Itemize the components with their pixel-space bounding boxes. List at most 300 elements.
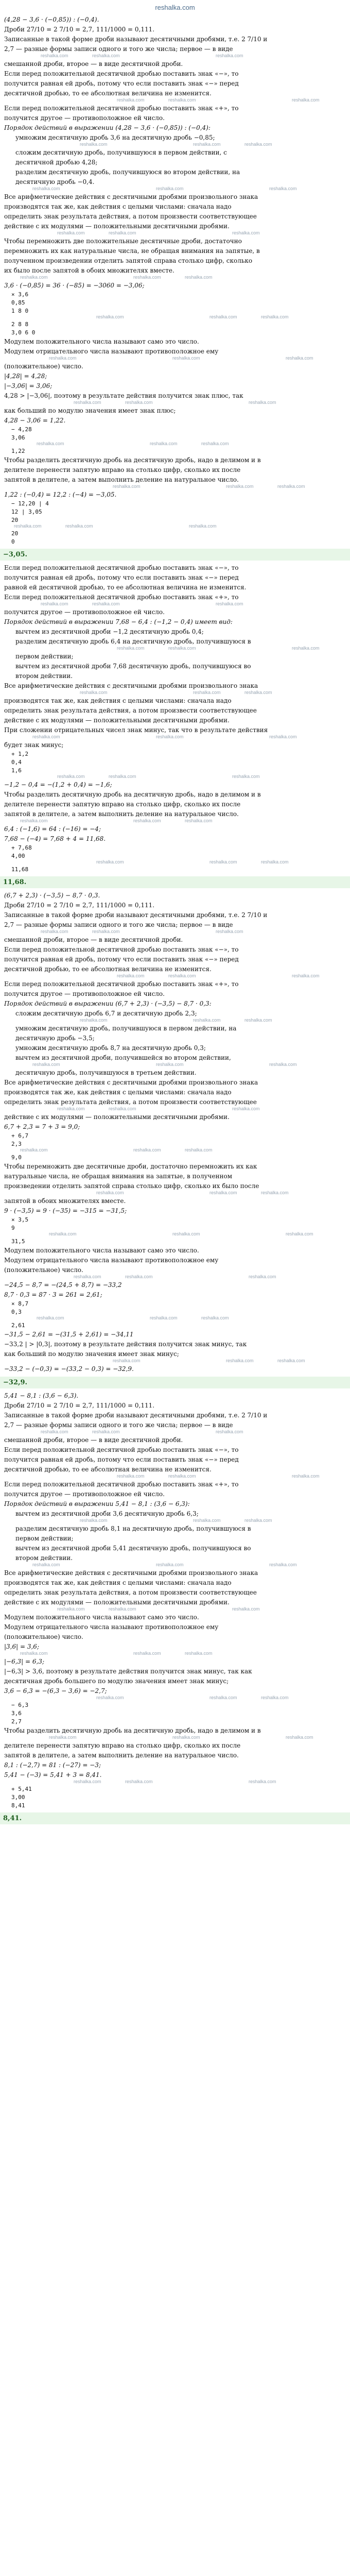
watermark-text: reshalka.com (261, 1190, 289, 1195)
text-line: смешанной дроби, второе — в виде десятичной дроби. (4, 60, 183, 67)
text-line: Все арифметические действия с десятичными дробями произвольного знака (4, 1079, 258, 1086)
text-line: разделим десятичную дробь, получившуюся во втором действии, на (15, 168, 240, 176)
watermark-text: reshalka.com (80, 1518, 108, 1523)
watermark-text: reshalka.com (209, 1190, 237, 1195)
text-line: производятся так же, как действия с целыми числами: сначала надо (4, 1089, 232, 1096)
watermark-row (4, 443, 346, 447)
text-line: Дроби 27/10 = 2 7/10 = 2,7, 111/1000 = 0,111. (4, 1402, 155, 1409)
text-line: + 7,68 (11, 844, 32, 851)
watermark-text: reshalka.com (156, 186, 184, 191)
text-line: производятся так же, как действия с целыми числами: сначала надо (4, 1579, 232, 1586)
watermark-text: reshalka.com (193, 690, 221, 695)
watermark-text: reshalka.com (226, 1358, 254, 1363)
watermark-row (4, 232, 346, 236)
watermark-text: reshalka.com (57, 774, 85, 779)
text-line: Записанные в такой форме дроби называют десятичными дробями, т.е. 2 7/10 и (4, 36, 268, 43)
watermark-text: reshalka.com (277, 1358, 305, 1363)
text-line: запятой в делителе, а затем выполнить деление на натуральное число. (4, 1752, 239, 1759)
watermark-row (4, 316, 346, 320)
text-line: (4,28 − 3,6 · (−0,85)) : (−0,4). (4, 16, 99, 23)
text-line: 1,22 : (−0,4) = 12,2 : (−4) = −3,05. (4, 491, 117, 498)
text-line: × 3,6 (11, 291, 29, 298)
text-line: Чтобы разделить десятичную дробь на десятичную дробь, надо в делимом и в (4, 456, 261, 464)
watermark-text: reshalka.com (32, 1062, 60, 1067)
text-line: десятичная дробь большего по модулю значения имеет знак минус; (4, 1677, 229, 1685)
watermark-row (4, 143, 346, 147)
text-line: 0 (11, 538, 15, 545)
watermark-text: reshalka.com (172, 1735, 200, 1740)
watermark-text: reshalka.com (209, 1695, 237, 1700)
watermark-row (4, 1475, 346, 1479)
text-line: действие с их модулями — положительными десятичными дробями. (4, 1113, 230, 1121)
text-line: 2,7 (11, 1718, 22, 1725)
watermark-text: reshalka.com (269, 734, 297, 739)
text-line: 12 | 3,05 (11, 509, 42, 515)
text-line: получится равная ей дробь, потому что если поставить знак «−» перед (4, 80, 239, 87)
watermark-text: reshalka.com (201, 1315, 229, 1320)
watermark-text: reshalka.com (92, 601, 120, 606)
watermark-text: reshalka.com (261, 859, 289, 865)
text-line: первом действии; (15, 1535, 74, 1542)
answer-bar: −32,9. (0, 1377, 350, 1388)
text-line: − 6,3 (11, 1702, 29, 1708)
text-line: Если перед положительной десятичной дробью поставить знак «+», то (4, 1481, 239, 1488)
watermark-text: reshalka.com (96, 1190, 124, 1195)
watermark-row (4, 647, 346, 651)
watermark-row (4, 820, 346, 824)
watermark-text: reshalka.com (125, 400, 153, 405)
text-line: делителе перенести запятую вправо на столько цифр, сколько их после (4, 1742, 241, 1749)
text-line: их было после запятой в обоих множителях вместе. (4, 267, 174, 274)
text-line: будет знак минус; (4, 741, 64, 749)
watermark-text: reshalka.com (172, 355, 200, 361)
watermark-text: reshalka.com (286, 355, 313, 361)
watermark-text: reshalka.com (133, 275, 161, 280)
watermark-row (4, 485, 346, 489)
watermark-row (4, 55, 346, 59)
watermark-row (4, 1108, 346, 1112)
text-line: полученном произведении отделить запятой справа столько цифр, сколько (4, 257, 253, 264)
text-line: первом действии; (15, 653, 74, 660)
text-line: 9 · (−3,5) = 9 · (−35) = −315 = −31,5; (4, 1207, 127, 1214)
text-line: Если перед положительной десятичной дробью поставить знак «−», то (4, 1446, 239, 1453)
watermark-text: reshalka.com (96, 314, 124, 319)
watermark-text: reshalka.com (117, 973, 145, 978)
text-line: производятся так же, как действия с целыми числами: сначала надо (4, 203, 232, 210)
text-line: Записанные в такой форме дроби называют десятичными дробями, т.е. 2 7/10 и (4, 1412, 268, 1419)
watermark-text: reshalka.com (209, 859, 237, 865)
text-line: 6,7 + 2,3 = 7 + 3 = 9,0; (4, 1123, 80, 1130)
watermark-text: reshalka.com (32, 734, 60, 739)
text-line: × 3,5 (11, 1216, 29, 1223)
watermark-row (4, 1019, 346, 1023)
text-line: 2,61 (11, 1322, 25, 1329)
text-line: Чтобы перемножить две десятичные дроби, достаточно перемножить их как (4, 1163, 257, 1170)
text-line: 20 (11, 530, 19, 537)
text-line: перемножить их как натуральные числа, не обращая внимания на запятые, в (4, 247, 260, 255)
watermark-text: reshalka.com (244, 690, 272, 695)
text-line: При сложении отрицательных чисел знак минус, так что в результате действия (4, 726, 268, 734)
watermark-text: reshalka.com (109, 1606, 136, 1612)
text-line: |−3,06| = 3,06; (4, 382, 52, 389)
text-line: 0,3 (11, 1309, 22, 1315)
watermark-text: reshalka.com (232, 1606, 260, 1612)
text-line: Все арифметические действия с десятичными дробями произвольного знака (4, 1569, 258, 1577)
watermark-text: reshalka.com (65, 523, 93, 529)
text-line: натуральные числа, не обращая внимания на запятые, в полученном (4, 1173, 233, 1180)
watermark-text: reshalka.com (185, 1651, 213, 1656)
watermark-text: reshalka.com (74, 1779, 101, 1784)
text-line: Все арифметические действия с десятичными дробями произвольного знака (4, 682, 258, 689)
text-line: получится равная ей дробь, потому что если поставить знак «−» перед (4, 1456, 239, 1463)
text-line: запятой в делителе, а затем выполнить деление на натуральное число. (4, 476, 239, 483)
watermark-text: reshalka.com (292, 973, 320, 978)
text-line: как больший по модулю значения имеет знак плюс; (4, 407, 176, 414)
watermark-text: reshalka.com (37, 441, 64, 446)
watermark-text: reshalka.com (292, 97, 320, 103)
watermark-row (4, 357, 346, 361)
watermark-text: reshalka.com (216, 1429, 243, 1434)
text-line: − 4,28 (11, 426, 32, 433)
watermark-text: reshalka.com (244, 1018, 272, 1023)
text-line: −1,2 − 0,4 = −(1,2 + 0,4) = −1,6; (4, 781, 112, 788)
watermark-row (4, 1608, 346, 1612)
watermark-text: reshalka.com (232, 230, 260, 235)
watermark-row (4, 1519, 346, 1523)
watermark-text: reshalka.com (193, 1018, 221, 1023)
watermark-text: reshalka.com (80, 690, 108, 695)
watermark-text: reshalka.com (269, 1562, 297, 1567)
watermark-text: reshalka.com (226, 484, 254, 489)
text-line: 2,7 — разные формы записи одного и того же числа; первое — в виде (4, 45, 233, 53)
watermark-text: reshalka.com (249, 1274, 276, 1279)
watermark-text: reshalka.com (286, 1231, 313, 1236)
text-line: делителе перенести запятую вправо на столько цифр, сколько их после (4, 466, 241, 473)
watermark-text: reshalka.com (92, 53, 120, 58)
watermark-text: reshalka.com (216, 601, 243, 606)
text-line: вычтем из десятичной дроби 5,41 десятичную дробь, получившуюся во (15, 1545, 251, 1552)
watermark-row (4, 775, 346, 779)
watermark-text: reshalka.com (133, 818, 161, 823)
watermark-text: reshalka.com (41, 1429, 68, 1434)
watermark-text: reshalka.com (117, 97, 145, 103)
text-line: десятичную дробь −0,4. (15, 178, 95, 185)
text-line: Если перед положительной десятичной дробью поставить знак «+», то (4, 105, 239, 112)
text-line: 3,6 · (−0,85) = 36 · (−85) = −3060 = −3,06; (4, 282, 145, 289)
solution-section (4, 891, 346, 1388)
watermark-text: reshalka.com (125, 1779, 153, 1784)
text-line: 8,41 (11, 1802, 25, 1809)
text-line: десятичной дробью 4,28; (15, 159, 98, 166)
text-line: Чтобы разделить десятичную дробь на десятичную дробь, надо в делимом и в (4, 1727, 261, 1734)
text-line: Порядок действий в выражении (4,28 − 3,6 · (−0,85)) : (−0,4): (4, 124, 211, 131)
watermark-row (4, 1360, 346, 1364)
watermark-text: reshalka.com (249, 400, 276, 405)
watermark-text: reshalka.com (117, 646, 145, 651)
watermark-text: reshalka.com (92, 1429, 120, 1434)
text-line: втором действии. (15, 1554, 73, 1562)
text-line: Порядок действий в выражении (6,7 + 2,3) · (−3,5) − 8,7 · 0,3: (4, 1000, 212, 1007)
watermark-text: reshalka.com (168, 97, 196, 103)
watermark-text: reshalka.com (185, 275, 213, 280)
text-line: + 5,41 (11, 1786, 32, 1792)
text-line: 2 8 8 (11, 321, 29, 328)
watermark-text: reshalka.com (96, 859, 124, 865)
watermark-text: reshalka.com (232, 774, 260, 779)
watermark-text: reshalka.com (201, 441, 229, 446)
watermark-row (4, 603, 346, 607)
watermark-text: reshalka.com (193, 142, 221, 147)
watermark-text: reshalka.com (292, 1473, 320, 1479)
text-line: Дроби 27/10 = 2 7/10 = 2,7, 111/1000 = 0,111. (4, 26, 155, 33)
text-line: 31,5 (11, 1238, 25, 1245)
watermark-text: reshalka.com (57, 1106, 85, 1111)
watermark-text: reshalka.com (209, 314, 237, 319)
text-line: |−6,3| > 3,6, поэтому в результате действия получится знак минус, так как (4, 1668, 252, 1675)
watermark-text: reshalka.com (74, 400, 101, 405)
watermark-text: reshalka.com (109, 230, 136, 235)
text-line: 2,7 — разные формы записи одного и того же числа; первое — в виде (4, 921, 233, 928)
watermark-row (4, 1564, 346, 1568)
watermark-text: reshalka.com (57, 230, 85, 235)
watermark-text: reshalka.com (92, 929, 120, 934)
text-line: Порядок действий в выражении 5,41 − 8,1 : (3,6 − 6,3): (4, 1500, 190, 1507)
watermark-text: reshalka.com (156, 1062, 184, 1067)
text-line: (положительное) число. (4, 1266, 83, 1274)
text-line: 5,41 − (−3) = 5,41 + 3 = 8,41. (4, 1771, 102, 1778)
watermark-row (4, 401, 346, 405)
text-line: −33,2 | > |0,3|, поэтому в результате действия получится знак минус, так (4, 1341, 247, 1348)
solution-section (4, 564, 346, 888)
text-line: − 12,20 | 4 (11, 500, 49, 507)
text-line: десятичной дробью, то ее абсолютная величина не изменится. (4, 90, 212, 97)
watermark-text: reshalka.com (261, 314, 289, 319)
text-line: −24,5 − 8,7 = −(24,5 + 8,7) = −33,2 (4, 1281, 122, 1289)
text-line: −31,5 − 2,61 = −(31,5 + 2,61) = −34,11 (4, 1331, 134, 1338)
text-line: 5,41 − 8,1 : (3,6 − 6,3). (4, 1392, 79, 1399)
watermark-text: reshalka.com (185, 818, 213, 823)
watermark-text: reshalka.com (109, 774, 136, 779)
text-line: + 1,2 (11, 751, 29, 757)
watermark-text: reshalka.com (80, 142, 108, 147)
text-line: 3,0 6 0 (11, 329, 36, 336)
watermark-text: reshalka.com (41, 929, 68, 934)
text-line: запятой в обоих множителях вместе. (4, 1197, 126, 1205)
watermark-text: reshalka.com (113, 484, 141, 489)
watermark-text: reshalka.com (156, 1562, 184, 1567)
text-line: определить знак результата действия, а потом произвести соответствующее (4, 707, 257, 714)
text-line: Все арифметические действия с десятичными дробями произвольного знака (4, 193, 258, 200)
watermark-row (4, 1192, 346, 1196)
watermark-text: reshalka.com (117, 1473, 145, 1479)
watermark-text: reshalka.com (269, 186, 297, 191)
watermark-row (4, 1149, 346, 1153)
watermark-text: reshalka.com (20, 275, 48, 280)
watermark-row (4, 188, 346, 192)
text-line: Модулем отрицательного числа называют противоположное ему (4, 1623, 219, 1631)
watermark-text: reshalka.com (125, 1274, 153, 1279)
text-line: Если перед положительной десятичной дробью поставить знак «−», то (4, 70, 239, 77)
text-line: 4,00 (11, 853, 25, 859)
watermark-text: reshalka.com (172, 1231, 200, 1236)
text-line: разделим десятичную дробь 8,1 на десятичную дробь, получившуюся в (15, 1525, 251, 1532)
watermark-text: reshalka.com (286, 1735, 313, 1740)
watermark-row (4, 525, 346, 529)
text-line: Чтобы перемножить две положительные десятичные дроби, достаточно (4, 238, 242, 245)
watermark-text: reshalka.com (57, 1606, 85, 1612)
text-line: (6,7 + 2,3) · (−3,5) − 8,7 · 0,3. (4, 892, 100, 899)
watermark-text: reshalka.com (150, 1315, 178, 1320)
text-line: 0,4 (11, 759, 22, 766)
watermark-text: reshalka.com (185, 1147, 213, 1153)
watermark-text: reshalka.com (244, 142, 272, 147)
text-line: Модулем отрицательного числа называют противоположное ему (4, 1257, 219, 1264)
watermark-text: reshalka.com (150, 441, 178, 446)
watermark-row (4, 691, 346, 696)
watermark-text: reshalka.com (261, 1695, 289, 1700)
text-line: 0,85 (11, 299, 25, 306)
watermark-text: reshalka.com (49, 1735, 77, 1740)
watermark-row (4, 1781, 346, 1785)
watermark-text: reshalka.com (216, 929, 243, 934)
text-line: разделим десятичную дробь 6,4 на десятичную дробь, получившуюся в (15, 638, 251, 645)
text-line: вычтем из десятичной дроби, получившейся во втором действии, (15, 1054, 231, 1061)
text-line: получится равная ей дробь, потому что если поставить знак «−» перед (4, 574, 239, 581)
text-line: 3,00 (11, 1794, 25, 1801)
text-line: произведении отделить запятой справа столько цифр, сколько их было после (4, 1182, 259, 1190)
text-line: + 6,7 (11, 1132, 29, 1139)
text-line: Порядок действий в выражении 7,68 − 6,4 : (−1,2 − 0,4) имеет вид: (4, 618, 233, 625)
text-line: получится другое — противоположное ей число. (4, 608, 165, 616)
text-line: умножим десятичную дробь, получившуюся в первом действии, на (15, 1025, 237, 1032)
text-line: запятой в делителе, а затем выполнить деление на натуральное число. (4, 810, 239, 818)
watermark-text: reshalka.com (189, 523, 217, 529)
text-line: 1,6 (11, 767, 22, 774)
text-line: как больший по модулю значения имеет знак минус; (4, 1350, 179, 1358)
solution-section (4, 1392, 346, 1824)
watermark-text: reshalka.com (74, 1274, 101, 1279)
watermark-row (4, 1233, 346, 1237)
watermark-row (4, 99, 346, 103)
watermark-text: reshalka.com (133, 1651, 161, 1656)
watermark-text: reshalka.com (249, 1779, 276, 1784)
text-line: получится другое — противоположное ей число. (4, 990, 165, 997)
text-line: получится другое — противоположное ей число. (4, 1490, 165, 1498)
text-line: Дроби 27/10 = 2 7/10 = 2,7, 111/1000 = 0,111. (4, 902, 155, 909)
text-line: десятичной дробью, то ее абсолютная величина не изменится. (4, 965, 212, 973)
text-line: 2,7 — разные формы записи одного и того же числа; первое — в виде (4, 1421, 233, 1429)
text-line: Модулем положительного числа называют само это число. (4, 338, 199, 345)
text-line: (положительное) число. (4, 363, 83, 370)
watermark-text: reshalka.com (32, 1562, 60, 1567)
site-name[interactable]: reshalka.com (155, 3, 195, 11)
text-line: Если перед положительной десятичной дробью поставить знак «+», то (4, 594, 239, 601)
watermark-text: reshalka.com (80, 1018, 108, 1023)
watermark-text: reshalka.com (168, 646, 196, 651)
text-line: определить знак результата действия, а потом произвести соответствующее (4, 1589, 257, 1596)
text-line: 4,28 > |−3,06|, поэтому в результате действия получится знак плюс, так (4, 392, 243, 399)
text-line: Записанные в такой форме дроби называют десятичными дробями, т.е. 2 7/10 и (4, 911, 268, 919)
watermark-row (4, 930, 346, 935)
text-line: определить знак результата действия, а потом произвести соответствующее (4, 1098, 257, 1106)
watermark-text: reshalka.com (14, 523, 42, 529)
watermark-row (4, 1276, 346, 1280)
watermark-text: reshalka.com (49, 1231, 77, 1236)
text-line: 9 (11, 1225, 15, 1231)
watermark-row (4, 1697, 346, 1701)
watermark-text: reshalka.com (193, 1518, 221, 1523)
text-line: |−6,3| = 6,3; (4, 1658, 45, 1665)
text-line: 4,28 − 3,06 = 1,22. (4, 417, 66, 424)
text-line: Чтобы разделить десятичную дробь на десятичную дробь, надо в делимом и в (4, 791, 261, 798)
watermark-text: reshalka.com (269, 1062, 297, 1067)
watermark-text: reshalka.com (277, 484, 305, 489)
text-line: 8,7 · 0,3 = 87 · 3 = 261 = 2,61; (4, 1291, 102, 1298)
text-line: 9,0 (11, 1154, 22, 1161)
watermark-text: reshalka.com (156, 734, 184, 739)
text-line: Модулем положительного числа называют само это число. (4, 1247, 199, 1254)
text-line: умножим десятичную дробь 3,6 на десятичную дробь −0,85; (15, 134, 215, 141)
text-line: −33,2 − (−0,3) = −(33,2 − 0,3) = −32,9. (4, 1365, 134, 1372)
watermark-row (4, 1652, 346, 1656)
solution-content (0, 15, 350, 1824)
watermark-text: reshalka.com (216, 53, 243, 58)
text-line: вычтем из десятичной дроби 7,68 десятичную дробь, получившуюся во (15, 663, 251, 670)
text-line: смешанной дроби, второе — в виде десятичной дроби. (4, 936, 183, 943)
watermark-text: reshalka.com (37, 1315, 64, 1320)
text-line: вычтем из десятичной дроби −1,2 десятичную дробь 0,4; (15, 628, 204, 635)
watermark-row (4, 975, 346, 979)
text-line: смешанной дроби, второе — в виде десятичной дроби. (4, 1436, 183, 1444)
text-line: делителе перенести запятую вправо на столько цифр, сколько их после (4, 801, 241, 808)
watermark-text: reshalka.com (20, 1147, 48, 1153)
watermark-text: reshalka.com (133, 1147, 161, 1153)
text-line: десятичную дробь, получившуюся в третьем действии. (15, 1069, 197, 1076)
watermark-text: reshalka.com (109, 1106, 136, 1111)
text-line: 6,4 : (−1,6) = 64 : (−16) = −4; (4, 825, 101, 833)
watermark-text: reshalka.com (168, 973, 196, 978)
watermark-text: reshalka.com (292, 646, 320, 651)
watermark-text: reshalka.com (244, 1518, 272, 1523)
text-line: 8,1 : (−2,7) = 81 : (−27) = −3; (4, 1761, 101, 1769)
watermark-text: reshalka.com (113, 1358, 141, 1363)
text-line: десятичной дробью, то ее абсолютная величина не изменится. (4, 1466, 212, 1473)
answer-bar: 8,41. (0, 1812, 350, 1824)
text-line: Если перед положительной десятичной дробью поставить знак «−», то (4, 564, 239, 571)
text-line: определить знак результата действия, а потом произвести соответствующее (4, 213, 257, 220)
text-line: 11,68 (11, 866, 29, 873)
text-line: 1 8 0 (11, 308, 29, 314)
text-line: (положительное) число. (4, 1633, 83, 1640)
text-line: умножим десятичную дробь 8,7 на десятичную дробь 0,3; (15, 1044, 206, 1052)
watermark-text: reshalka.com (232, 1106, 260, 1111)
watermark-text: reshalka.com (49, 355, 77, 361)
text-line: десятичную дробь −3,5; (15, 1035, 95, 1042)
text-line: равной ей десятичной дробью, то ее абсолютная величина не изменится. (4, 584, 247, 591)
watermark-row (4, 1431, 346, 1435)
watermark-row (4, 276, 346, 280)
watermark-row (4, 861, 346, 865)
text-line: 1,22 (11, 448, 25, 454)
text-line: 2,3 (11, 1141, 22, 1147)
text-line: втором действии. (15, 672, 73, 680)
solution-section (4, 15, 346, 561)
text-line: сложим десятичную дробь 6,7 и десятичную дробь 2,3; (15, 1010, 197, 1017)
text-line: вычтем из десятичной дроби 3,6 десятичную дробь 6,3; (15, 1510, 199, 1517)
answer-bar: 11,68. (0, 876, 350, 888)
watermark-text: reshalka.com (20, 1651, 48, 1656)
watermark-text: reshalka.com (20, 818, 48, 823)
